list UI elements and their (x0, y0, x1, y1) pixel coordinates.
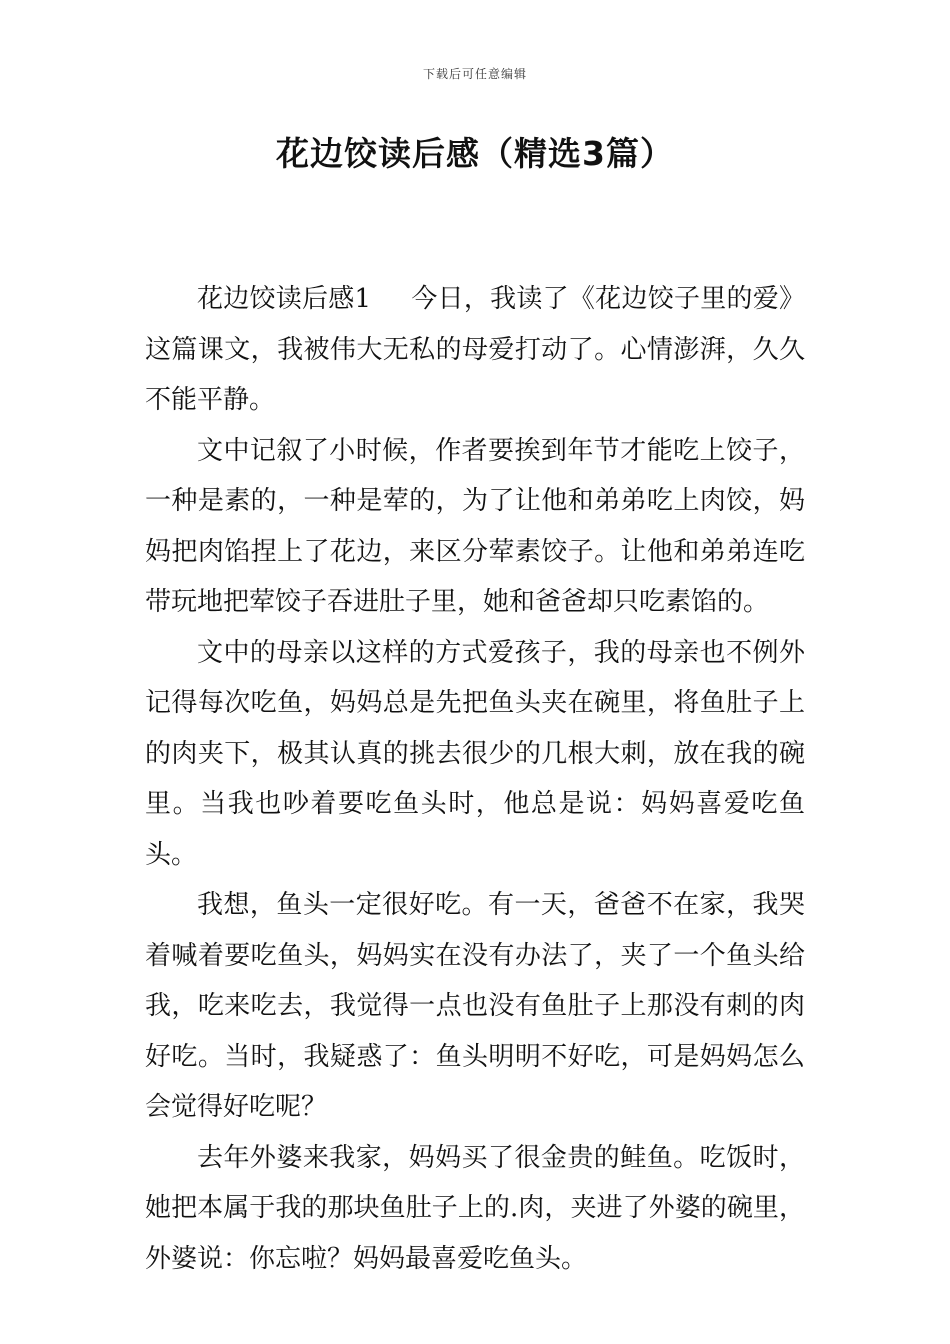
document-title: 花边饺读后感（精选3篇） (276, 134, 674, 173)
paragraph-text: 文中的母亲以这样的方式爱孩子，我的母亲也不例外记得每次吃鱼，妈妈总是先把鱼头夹在碗里，将鱼肚子上的肉夹下，极其认真的挑去很少的几根大刺，放在我的碗里。当我也吵着要吃鱼头时，他总是说：妈妈喜爱吃鱼头。 (145, 637, 805, 870)
header-note: 下载后可任意编辑 (422, 67, 527, 81)
paragraph-text: 今日，我读了《花边饺子里的爱》这篇课文，我被伟大无私的母爱打动了。心情澎湃，久久不能平静。 (145, 284, 805, 415)
paragraph-4 (145, 880, 805, 1133)
paragraph-1 (145, 274, 805, 426)
paragraph-text: 文中记叙了小时候，作者要挨到年节才能吃上饺子，一种是素的，一种是荤的，为了让他和弟弟吃上肉饺，妈妈把肉馅捏上了花边，来区分荤素饺子。让他和弟弟连吃带玩地把荤饺子吞进肚子里，她和爸爸却只吃素馅的。 (145, 435, 805, 617)
paragraph-2 (145, 426, 805, 628)
paragraph-5 (145, 1133, 805, 1285)
paragraph-3 (145, 628, 805, 881)
section-heading: 花边饺读后感1 (197, 284, 372, 314)
paragraph-text: 我想，鱼头一定很好吃。有一天，爸爸不在家，我哭着喊着要吃鱼头，妈妈实在没有办法了，夹了一个鱼头给我，吃来吃去，我觉得一点也没有鱼肚子上那没有刺的肉好吃。当时，我疑惑了：鱼头明明不好吃，可是妈妈怎么会觉得好吃呢？ (145, 890, 805, 1122)
document-body (145, 274, 805, 1284)
paragraph-text: 去年外婆来我家，妈妈买了很金贵的鲑鱼。吃饭时，她把本属于我的那块鱼肚子上的.肉，夹进了外婆的碗里，外婆说：你忘啦？妈妈最喜爱吃鱼头。 (145, 1142, 805, 1274)
